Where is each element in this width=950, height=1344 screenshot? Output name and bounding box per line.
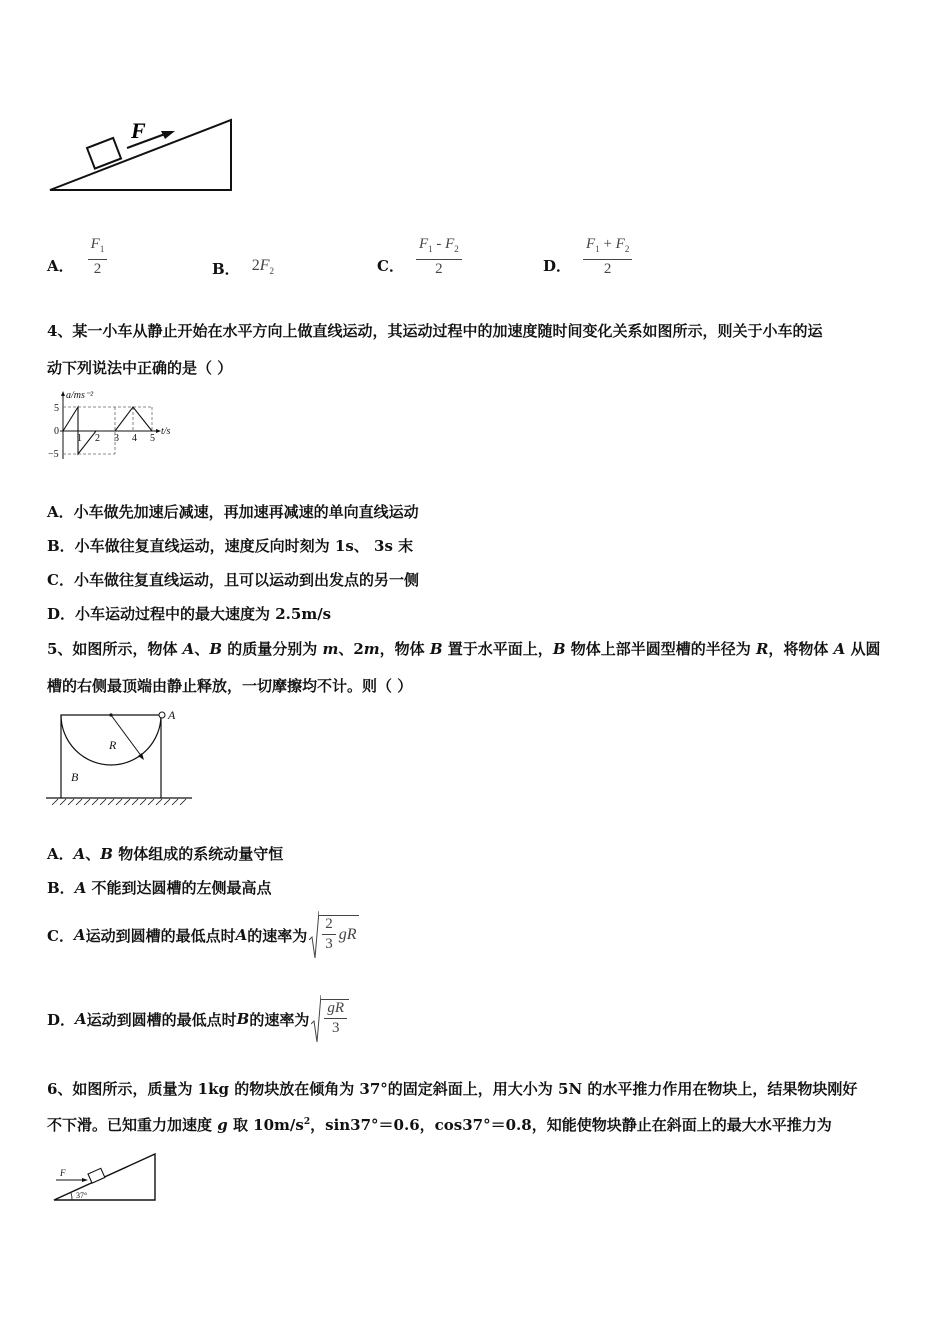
semicircle-groove-figure — [44, 706, 194, 808]
q3-option-a[interactable] — [47, 236, 107, 278]
sqrt-expression: $\frac{gR}{3}$ — [311, 994, 349, 1044]
label-b: B — [71, 770, 79, 784]
x-tick: 5 — [150, 433, 155, 444]
y-tick: −5 — [48, 449, 59, 460]
q4-option-a[interactable]: A．小车做先加速后减速，再加速再减速的单向直线运动 — [47, 503, 419, 521]
x-tick: 2 — [95, 433, 100, 444]
incline-force-figure — [45, 112, 240, 196]
option-letter: D． — [543, 257, 572, 275]
option-letter: C． — [377, 257, 404, 275]
q3-option-c[interactable] — [377, 236, 462, 278]
q4-option-b[interactable]: B．小车做往复直线运动，速度反向时刻为 1s、 3s 末 — [47, 537, 414, 555]
q3-option-d[interactable] — [543, 236, 632, 278]
q5-option-d[interactable]: D． A 运动到圆槽的最低点时 B 的速率为 $\frac{gR}{3}$ — [47, 994, 349, 1044]
q5-option-b[interactable]: B．A 不能到达圆槽的左侧最高点 — [47, 879, 272, 897]
x-axis-label: t/s — [161, 426, 171, 437]
expression: $2F_2$ — [251, 257, 274, 277]
fraction: $\frac{F_1 - F_2}{2}$ — [416, 236, 462, 278]
q5-option-a[interactable]: A．A、B 物体组成的系统动量守恒 — [47, 845, 284, 863]
x-tick: 3 — [114, 433, 119, 444]
angle-label: 37° — [76, 1191, 88, 1200]
force-label: F — [60, 1168, 66, 1178]
q3-option-b[interactable] — [212, 258, 274, 280]
x-tick: 4 — [132, 433, 137, 444]
incline-37-figure — [50, 1150, 162, 1206]
q4-option-d[interactable]: D．小车运动过程中的最大速度为 2.5m/s — [47, 605, 332, 623]
y-tick: 0 — [54, 426, 59, 437]
y-tick: 5 — [54, 403, 59, 414]
y-axis-label: a/ms⁻² — [66, 390, 94, 401]
acceleration-time-graph — [44, 389, 184, 463]
fraction: $\frac{F_1}{2}$ — [88, 236, 108, 278]
q5-option-c[interactable]: C． A 运动到圆槽的最低点时 A 的速率为 $\frac{2}{3}$ gR — [47, 910, 359, 960]
q6-stem-line1: 6、如图所示，质量为 1kg 的物块放在倾角为 37°的固定斜面上，用大小为 5N 的水平推力作用在物块上，结果物块刚好 — [47, 1080, 858, 1098]
sqrt-expression: $\frac{2}{3}$ gR — [309, 910, 358, 960]
q6-stem-line2: 不下滑。已知重力加速度 g 取 $10m/s^2$，sin37°＝0.6，cos37°＝0.8，知能使物块静止在斜面上的最大水平推力为 — [47, 1116, 832, 1134]
option-letter: A． — [47, 257, 74, 275]
option-letter: B． — [212, 260, 240, 278]
q4-option-c[interactable]: C．小车做往复直线运动，且可以运动到出发点的另一侧 — [47, 571, 419, 589]
label-r: R — [109, 738, 117, 752]
q5-stem-line1: 5、如图所示，物体 A、B 的质量分别为 m、2m，物体 B 置于水平面上，B 物体上部半圆型槽的半径为 R，将物体 A 从圆 — [47, 640, 881, 658]
fraction: $\frac{F_1 + F_2}{2}$ — [583, 236, 632, 278]
q5-stem-line2: 槽的右侧最顶端由静止释放，一切摩擦均不计。则（ ） — [47, 677, 413, 695]
q4-stem-line1: 4、某一小车从静止开始在水平方向上做直线运动，其运动过程中的加速度随时间变化关系如图所示，则关于小车的运 — [47, 322, 823, 340]
q4-stem-line2: 动下列说法中正确的是（ ） — [47, 359, 233, 377]
force-label: F — [131, 118, 146, 143]
label-a: A — [168, 708, 176, 722]
x-tick: 1 — [77, 433, 82, 444]
